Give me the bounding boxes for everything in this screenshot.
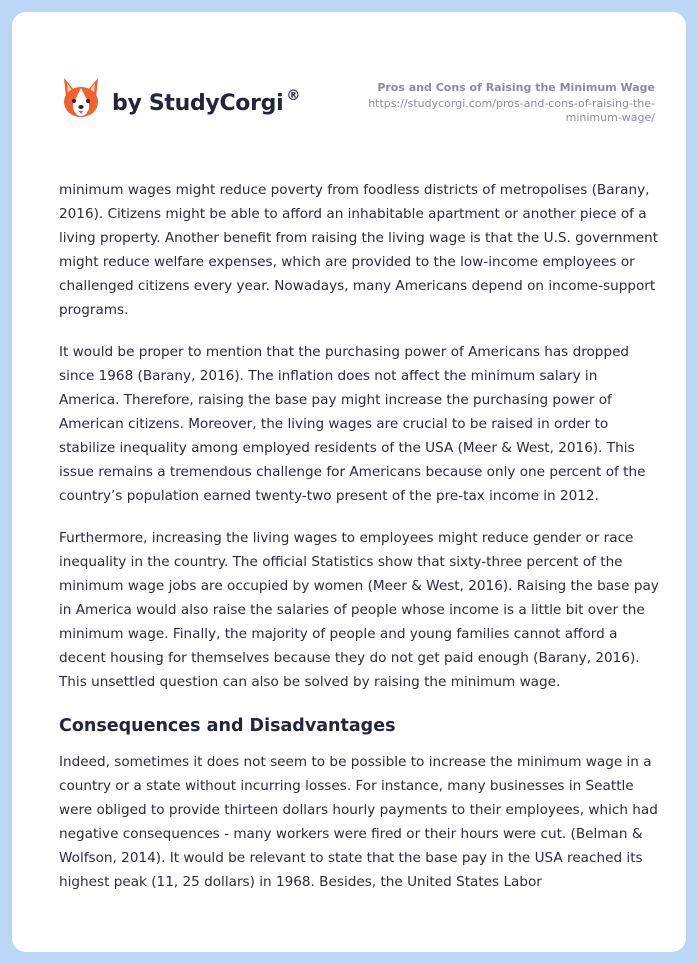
paragraph: Indeed, sometimes it does not seem to be possible to increase the minimum wage in a country or a state without incurring losses. For instance, many businesses in Seattle were obliged to provide thirteen dollars hourly payments to their employees, which had negative consequences - many workers were fired or their hours were cut. (Belman & Wolfson, 2014). It would be relevant to state that the base pay in the USA reached its highest peak (11, 25 dollars) in 1968. Besides, the United States Labor	[59, 754, 658, 890]
paragraph: Furthermore, increasing the living wages to employees might reduce gender or race inequality in the country. The official Statistics show that sixty-three percent of the minimum wage jobs are occupied by women (Meer & West, 2016). Raising the base pay in America would also raise the salaries of people whose income is a little bit over the minimum wage. Finally, the majority of people and young families cannot afford a decent housing for themselves because they do not get paid enough (Barany, 2016). This unsettled question can also be solved by raising the minimum wage.	[59, 530, 659, 690]
page-header	[12, 12, 686, 142]
brand-name: by StudyCorgi ®	[112, 88, 301, 116]
document-page	[12, 12, 686, 952]
article-body	[59, 178, 659, 912]
corgi-logo-icon	[60, 76, 102, 122]
paragraph: It would be proper to mention that the purchasing power of Americans has dropped since 1968 (Barany, 2016). The inflation does not affect the minimum salary in America. Therefore, raising the base pay might increase the purchasing power of American citizens. Moreover, the living wages are crucial to be raised in order to stabilize inequality among employed residents of the USA (Meer & West, 2016). This issue remains a tremendous challenge for Americans because only one percent of the country’s population earned twenty-two present of the pre-tax income in 2012.	[59, 344, 646, 504]
document-url[interactable]: https://studycorgi.com/pros-and-cons-of-raising-the-minimum-wage/	[368, 97, 655, 124]
document-meta	[335, 80, 655, 125]
registered-mark: ®	[286, 88, 301, 104]
section-heading: Consequences and Disadvantages	[59, 716, 396, 736]
document-title: Pros and Cons of Raising the Minimum Wage	[377, 81, 655, 94]
paragraph: minimum wages might reduce poverty from foodless districts of metropolises (Barany, 2016). Citizens might be able to afford an inhabitable apartment or another piece of a living property. Another benefit from raising the living wage is that the U.S. government might reduce welfare expenses, which are provided to the low-income employees or challenged citizens every year. Nowadays, many Americans depend on income-support programs.	[59, 182, 659, 318]
studycorgi-logo[interactable]	[60, 76, 300, 122]
